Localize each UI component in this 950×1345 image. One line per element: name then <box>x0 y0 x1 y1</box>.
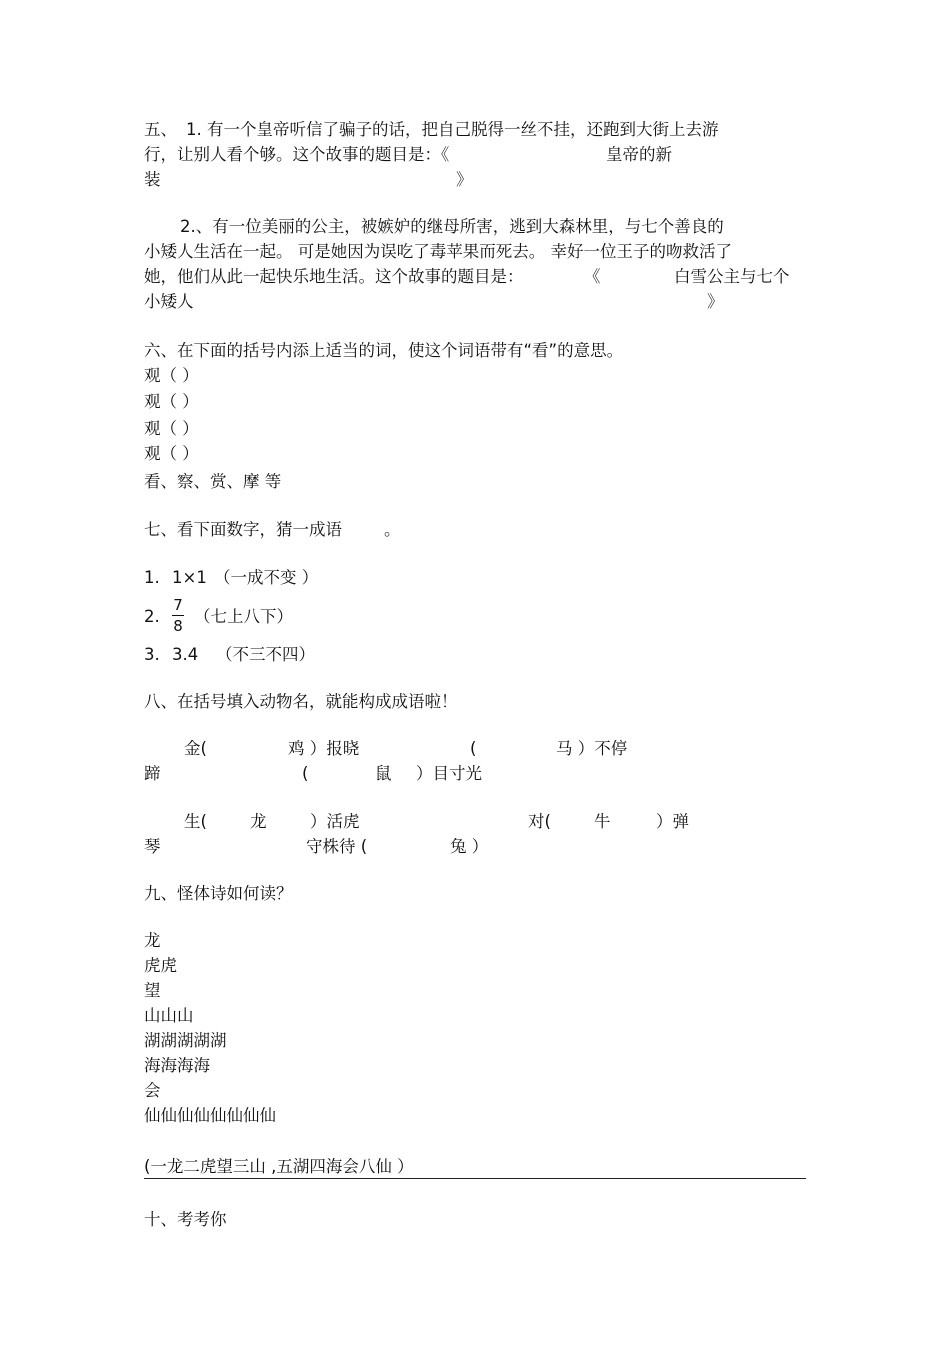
q7-item1-answer: （一成不变 ） <box>214 568 319 587</box>
q7-item3-expr: 3.4 <box>172 645 199 664</box>
q5-p1-line3a: 装 <box>144 170 161 189</box>
q10-heading: 十、考考你 <box>144 1210 227 1229</box>
q7-item1-expr: 1×1 <box>172 568 207 587</box>
q8-r3b: 龙 <box>250 812 267 831</box>
poem-line: 会 <box>144 1081 161 1100</box>
q8-r2b: ( <box>302 764 309 783</box>
q5-p1-line3b: 》 <box>456 170 473 189</box>
q7-item2-answer: （七上八下） <box>194 607 293 626</box>
q8-r1b: 鸡 ）报晓 <box>288 739 360 758</box>
q8-r2d: ）目寸光 <box>416 764 482 783</box>
q8-r1d: 马 ）不停 <box>556 739 628 758</box>
q6-item: 观（ ） <box>144 392 199 411</box>
q5-p2-line4a: 小矮人 <box>144 292 194 311</box>
q8-r2a: 蹄 <box>144 764 161 783</box>
q6-heading: 六、在下面的括号内添上适当的词，使这个词语带有“看”的意思。 <box>144 341 624 360</box>
q5-heading: 五、 <box>144 120 177 139</box>
poem-line: 望 <box>144 981 161 1000</box>
q7-heading-end: 。 <box>384 520 401 539</box>
fraction-bar <box>172 615 184 616</box>
poem-line: 龙 <box>144 931 161 950</box>
poem-line: 山山山 <box>144 1006 194 1025</box>
q8-r4b: 守株待 ( <box>306 837 368 856</box>
q8-r3a: 生( <box>184 812 207 831</box>
poem-line: 海海海海 <box>144 1056 210 1075</box>
q5-p2-line3c: 白雪公主与七个 <box>674 267 790 286</box>
q8-heading: 八、在括号填入动物名，就能构成成语啦！ <box>144 692 458 711</box>
q6-item: 观（ ） <box>144 366 199 385</box>
q5-p2-line4b: 》 <box>707 292 724 311</box>
q8-r3c: ）活虎 <box>310 812 360 831</box>
q8-r4a: 琴 <box>144 837 161 856</box>
divider-line <box>144 1178 806 1179</box>
q8-r1a: 金( <box>184 739 207 758</box>
q5-p2-line3b: 《 <box>584 267 601 286</box>
q6-item: 观（ ） <box>144 419 199 438</box>
q5-p1-line2b: 皇帝的新 <box>606 145 672 164</box>
q5-p2-line1: 2.、有一位美丽的公主，被嫉妒的继母所害，逃到大森林里，与七个善良的 <box>180 217 724 236</box>
q6-answer: 看、察、赏、摩 等 <box>144 472 282 491</box>
poem-line: 虎虎 <box>144 956 177 975</box>
q8-r3d: 对( <box>528 812 551 831</box>
q5-p1-line2a: 行，让别人看个够。这个故事的题目是：《 <box>144 145 450 164</box>
q6-item: 观（ ） <box>144 444 199 463</box>
fraction-denominator: 8 <box>173 617 183 635</box>
q5-p1-line1: 1. 有一个皇帝听信了骗子的话，把自己脱得一丝不挂，还跑到大街上去游 <box>186 120 719 139</box>
poem-line: 湖湖湖湖湖 <box>144 1031 227 1050</box>
q7-item3-num: 3. <box>144 645 160 664</box>
q9-heading: 九、怪体诗如何读？ <box>144 884 293 903</box>
fraction-numerator: 7 <box>173 596 183 614</box>
q8-r1c: ( <box>470 739 477 758</box>
q5-p2-line2: 小矮人生活在一起。 可是她因为误吃了毒苹果而死去。 幸好一位王子的吻救活了 <box>144 242 732 261</box>
q8-r4c: 兔 ） <box>450 837 489 856</box>
q7-item1-num: 1. <box>144 568 160 587</box>
q7-heading: 七、看下面数字，猜一成语 <box>144 520 342 539</box>
q9-answer: (一龙二虎望三山 ,五湖四海会八仙 ） <box>144 1157 414 1176</box>
poem-line: 仙仙仙仙仙仙仙仙 <box>144 1106 276 1125</box>
q5-p2-line3a: 她，他们从此一起快乐地生活。这个故事的题目是： <box>144 267 524 286</box>
q8-r3e: 牛 <box>594 812 611 831</box>
q7-item3-answer: （不三不四） <box>216 645 315 664</box>
q8-r2c: 鼠 <box>375 764 392 783</box>
q8-r3f: ）弹 <box>656 812 689 831</box>
q7-item2-num: 2. <box>144 607 160 626</box>
